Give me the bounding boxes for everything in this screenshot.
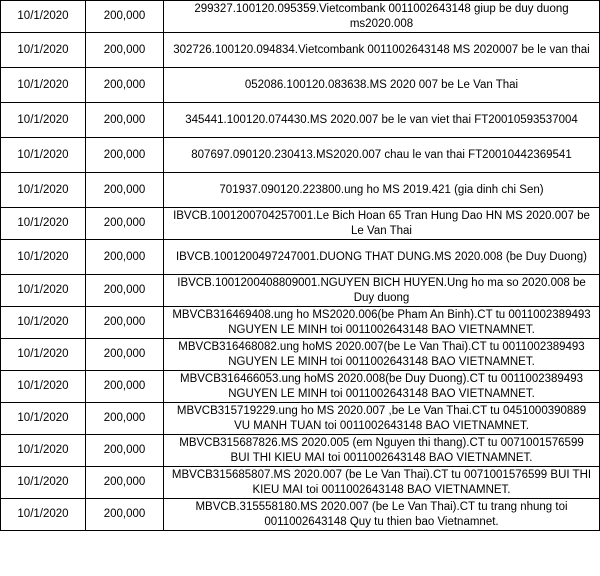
table-row xyxy=(1,371,600,403)
date-cell: 10/1/2020 xyxy=(1,103,86,138)
description-cell: IBVCB.1001200497247001.DUONG THAT DUNG.MS 2020.008 (be Duy Duong) xyxy=(164,240,600,275)
description-cell: 302726.100120.094834.Vietcombank 0011002643148 MS 2020007 be le van thai xyxy=(164,33,600,68)
date-cell: 10/1/2020 xyxy=(1,403,86,435)
description-cell: 345441.100120.074430.MS 2020.007 be le van viet thai FT20010593537004 xyxy=(164,103,600,138)
amount-cell: 200,000 xyxy=(86,499,164,531)
amount-cell: 200,000 xyxy=(86,33,164,68)
table-row xyxy=(1,467,600,499)
date-cell: 10/1/2020 xyxy=(1,339,86,371)
table-row xyxy=(1,1,600,33)
amount-cell: 200,000 xyxy=(86,208,164,240)
description-cell: MBVCB316468082.ung hoMS 2020.007(be Le Van Thai).CT tu 0011002389493 NGUYEN LE MINH toi 0011002643148 BAO VIETNAMNET. xyxy=(164,339,600,371)
date-cell: 10/1/2020 xyxy=(1,275,86,307)
description-cell: MBVCB315687826.MS 2020.005 (em Nguyen thi thang).CT tu 0071001576599 BUI THI KIEU MAI toi 0011002643148 BAO VIETNAMNET. xyxy=(164,435,600,467)
date-cell: 10/1/2020 xyxy=(1,1,86,33)
table-row xyxy=(1,499,600,531)
amount-cell: 200,000 xyxy=(86,138,164,173)
amount-cell: 200,000 xyxy=(86,275,164,307)
amount-cell: 200,000 xyxy=(86,371,164,403)
description-cell: MBVCB.315558180.MS 2020.007 (be Le Van Thai).CT tu trang nhung toi 0011002643148 Quy tu thien bao Vietnamnet. xyxy=(164,499,600,531)
table-row xyxy=(1,33,600,68)
date-cell: 10/1/2020 xyxy=(1,208,86,240)
table-row xyxy=(1,403,600,435)
table-row xyxy=(1,173,600,208)
date-cell: 10/1/2020 xyxy=(1,435,86,467)
amount-cell: 200,000 xyxy=(86,240,164,275)
table-row xyxy=(1,307,600,339)
table-row xyxy=(1,275,600,307)
amount-cell: 200,000 xyxy=(86,173,164,208)
date-cell: 10/1/2020 xyxy=(1,467,86,499)
amount-cell: 200,000 xyxy=(86,339,164,371)
table-row xyxy=(1,208,600,240)
amount-cell: 200,000 xyxy=(86,435,164,467)
description-cell: MBVCB315719229.ung ho MS 2020.007 ,be Le Van Thai.CT tu 0451000390889 VU MANH TUAN toi 0011002643148 BAO VIETNAMNET. xyxy=(164,403,600,435)
description-cell: 299327.100120.095359.Vietcombank 0011002643148 giup be duy duong ms2020.008 xyxy=(164,1,600,33)
date-cell: 10/1/2020 xyxy=(1,240,86,275)
table-row xyxy=(1,339,600,371)
description-cell: IBVCB.1001200408809001.NGUYEN BICH HUYEN.Ung ho ma so 2020.008 be Duy duong xyxy=(164,275,600,307)
amount-cell: 200,000 xyxy=(86,68,164,103)
table-row xyxy=(1,240,600,275)
description-cell: MBVCB315685807.MS 2020.007 (be Le Van Thai).CT tu 0071001576599 BUI THI KIEU MAI toi 0011002643148 BAO VIETNAMNET. xyxy=(164,467,600,499)
date-cell: 10/1/2020 xyxy=(1,371,86,403)
date-cell: 10/1/2020 xyxy=(1,499,86,531)
description-cell: MBVCB316466053.ung hoMS 2020.008(be Duy Duong).CT tu 0011002389493 NGUYEN LE MINH toi 0011002643148 BAO VIETNAMNET. xyxy=(164,371,600,403)
date-cell: 10/1/2020 xyxy=(1,138,86,173)
amount-cell: 200,000 xyxy=(86,103,164,138)
amount-cell: 200,000 xyxy=(86,403,164,435)
date-cell: 10/1/2020 xyxy=(1,33,86,68)
amount-cell: 200,000 xyxy=(86,1,164,33)
date-cell: 10/1/2020 xyxy=(1,68,86,103)
description-cell: 701937.090120.223800.ung ho MS 2019.421 (gia dinh chi Sen) xyxy=(164,173,600,208)
description-cell: MBVCB316469408.ung ho MS2020.006(be Pham An Binh).CT tu 0011002389493 NGUYEN LE MINH toi 0011002643148 BAO VIETNAMNET. xyxy=(164,307,600,339)
amount-cell: 200,000 xyxy=(86,467,164,499)
description-cell: 052086.100120.083638.MS 2020 007 be Le Van Thai xyxy=(164,68,600,103)
description-cell: IBVCB.1001200704257001.Le Bich Hoan 65 Tran Hung Dao HN MS 2020.007 be Le Van Thai xyxy=(164,208,600,240)
description-cell: 807697.090120.230413.MS2020.007 chau le van thai FT20010442369541 xyxy=(164,138,600,173)
table-row xyxy=(1,68,600,103)
table-row xyxy=(1,435,600,467)
table-row xyxy=(1,138,600,173)
amount-cell: 200,000 xyxy=(86,307,164,339)
table-row xyxy=(1,103,600,138)
date-cell: 10/1/2020 xyxy=(1,307,86,339)
date-cell: 10/1/2020 xyxy=(1,173,86,208)
